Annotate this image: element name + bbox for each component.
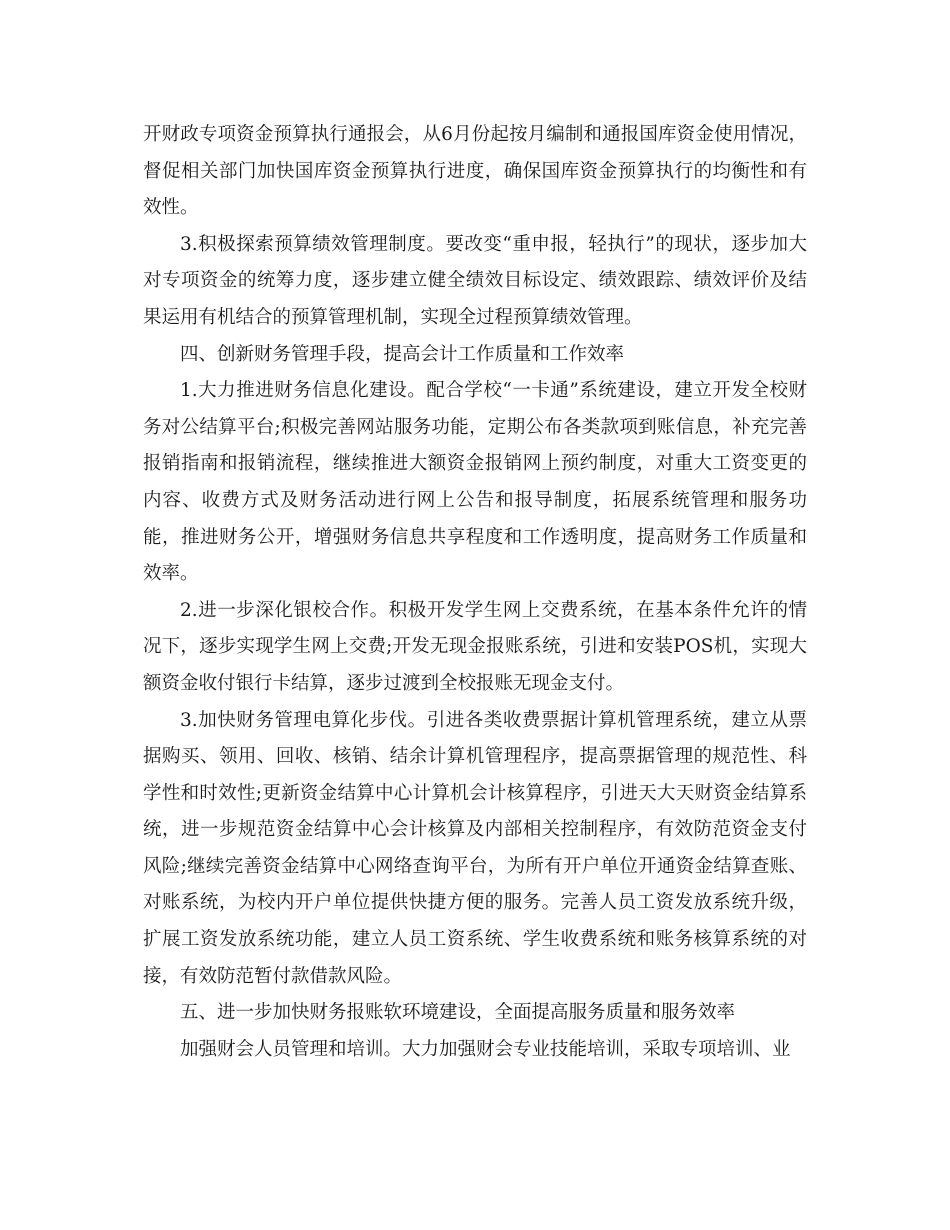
paragraph-item-3-computerization: 3.加快财务管理电算化步伐。引进各类收费票据计算机管理系统，建立从票据购买、领用、回收、核销、结余计算机管理程序，提高票据管理的规范性、科学性和时效性;更新资金结算中心计算机会计核算程序，引进天大天财资金结算系统，进一步规范资金结算中心会计核算及内部相关控制程序，有效防范资金支付风险;继续完善资金结算中心网络查询平台，为所有开户单位开通资金结算查账、对账系统，为校内开户单位提供快捷方便的服务。完善人员工资发放系统升级，扩展工资发放系统功能，建立人员工资系统、学生收费系统和账务核算系统的对接，有效防范暂付款借款风险。 bbox=[143, 709, 807, 987]
paragraph-item-1-informatization: 1.大力推进财务信息化建设。配合学校“一卡通”系统建设，建立开发全校财务对公结算平台;积极完善网站服务功能，定期公布各类款项到账信息，补充完善报销指南和报销流程，继续推进大额资金报销网上预约制度，对重大工资变更的内容、收费方式及财务活动进行网上公告和报导制度，拓展系统管理和服务功能，推进财务公开，增强财务信息共享程度和工作透明度，提高财务工作质量和效率。 bbox=[143, 380, 807, 585]
paragraph-item-3-budget-performance: 3.积极探索预算绩效管理制度。要改变“重申报，轻执行”的现状，逐步加大对专项资金的统筹力度，逐步建立健全绩效目标设定、绩效跟踪、绩效评价及结果运用有机结合的预算管理机制，实现全过程预算绩效管理。 bbox=[143, 233, 807, 328]
section-heading-5: 五、进一步加快财务报账软环境建设，全面提高服务质量和服务效率 bbox=[180, 1002, 736, 1024]
paragraph-continuation: 开财政专项资金预算执行通报会，从6月份起按月编制和通报国库资金使用情况，督促相关部门加快国库资金预算执行进度，确保国库资金预算执行的均衡性和有效性。 bbox=[143, 124, 807, 219]
section-heading-4: 四、创新财务管理手段，提高会计工作质量和工作效率 bbox=[180, 343, 625, 365]
paragraph-staff-training: 加强财会人员管理和培训。大力加强财会专业技能培训，采取专项培训、业 bbox=[180, 1038, 791, 1060]
paragraph-item-2-bank-school: 2.进一步深化银校合作。积极开发学生网上交费系统，在基本条件允许的情况下，逐步实现学生网上交费;开发无现金报账系统，引进和安装POS机，实现大额资金收付银行卡结算，逐步过渡到全校报账无现金支付。 bbox=[143, 599, 807, 694]
document-body bbox=[143, 117, 807, 1068]
